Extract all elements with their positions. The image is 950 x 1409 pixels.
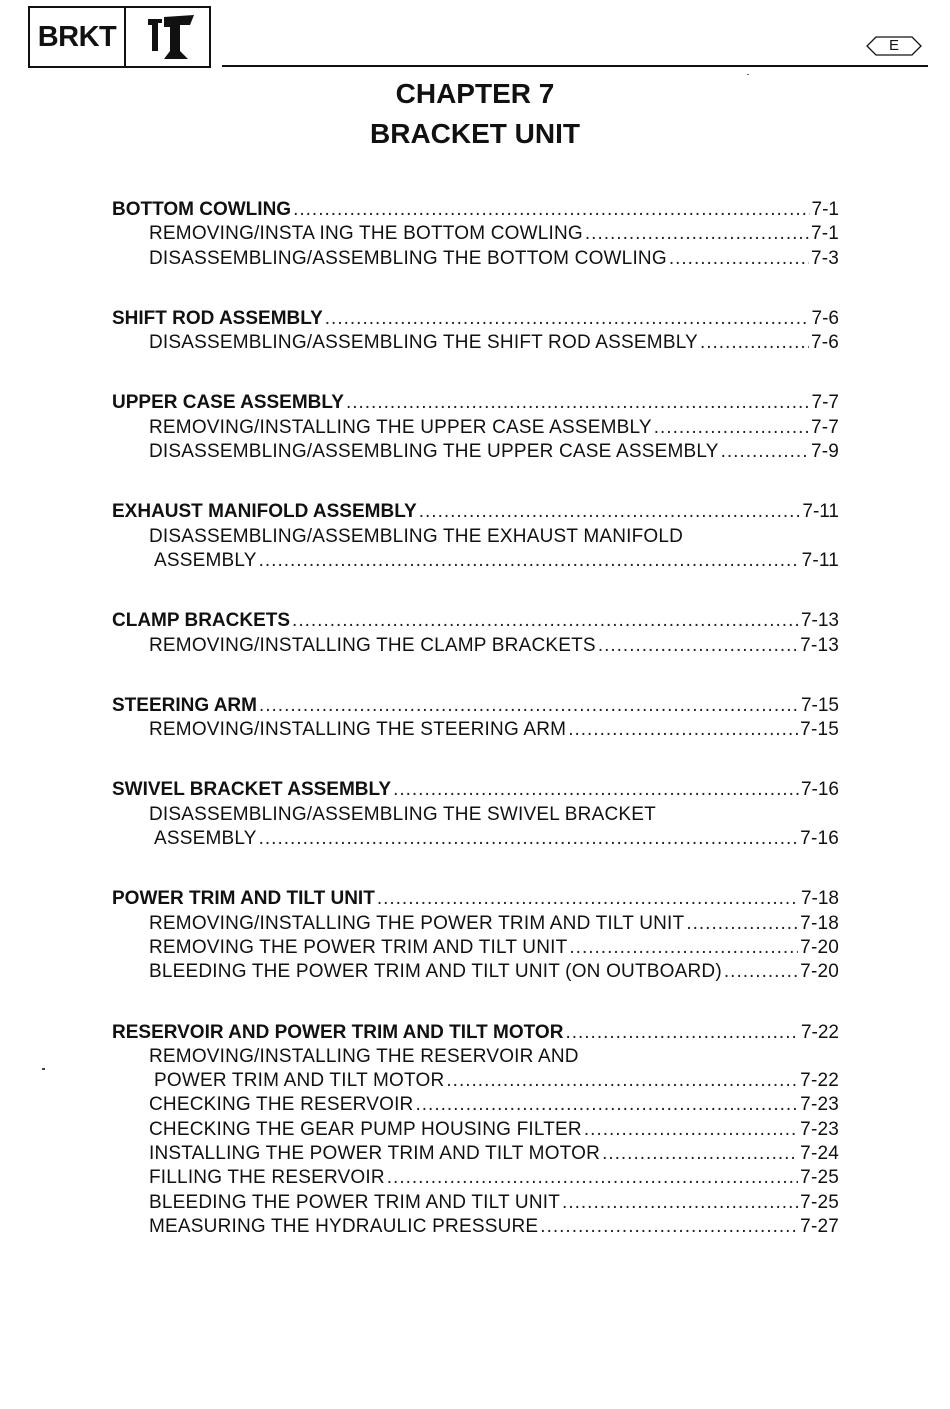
toc-entry-page: 7-7 (811, 392, 839, 414)
toc-subentry[interactable] (112, 936, 839, 960)
toc-subentry-title: DISASSEMBLING/ASSEMBLING THE EXHAUST MANIFOLD (149, 525, 684, 547)
dot-leader (446, 1069, 798, 1093)
dot-leader (565, 1021, 799, 1045)
dot-leader (259, 549, 800, 573)
scan-speck (42, 1068, 45, 1070)
toc-subentry-page: 7-18 (800, 912, 839, 934)
toc-subentry[interactable] (112, 440, 839, 464)
toc-subentry[interactable] (112, 912, 839, 936)
dot-leader (540, 1215, 798, 1239)
toc-subentry-page: 7-3 (810, 247, 839, 269)
toc-entry-page: 7-15 (800, 694, 839, 716)
toc-subentry[interactable] (112, 1045, 839, 1069)
toc-subentry[interactable] (112, 1215, 839, 1239)
toc-entry-title: SWIVEL BRACKET ASSEMBLY (112, 779, 392, 801)
dot-leader (585, 222, 809, 246)
toc-subentry-page: 7-25 (800, 1167, 839, 1189)
dot-leader (415, 1093, 798, 1117)
dot-leader (584, 1118, 798, 1142)
dot-leader (654, 416, 809, 440)
dot-leader (700, 331, 809, 355)
dot-leader (259, 827, 799, 851)
toc-subentry[interactable] (112, 1118, 839, 1142)
toc-subentry-page: 7-1 (810, 223, 839, 245)
dot-leader (419, 500, 801, 524)
toc-subentry-page: 7-24 (800, 1143, 839, 1165)
toc-entry-title: POWER TRIM AND TILT UNIT (112, 888, 375, 910)
table-of-contents (112, 198, 839, 1275)
toc-subentry-title: REMOVING/INSTALLING THE UPPER CASE ASSEMBLY (149, 416, 652, 438)
toc-subentry[interactable] (112, 634, 839, 658)
toc-subentry-title: DISASSEMBLING/ASSEMBLING THE UPPER CASE ASSEMBLY (149, 441, 719, 463)
toc-entry-title: BOTTOM COWLING (112, 199, 292, 220)
toc-section (112, 778, 839, 851)
toc-section (112, 391, 839, 464)
toc-entry-title: STEERING ARM (112, 694, 257, 716)
language-badge-label: E (888, 37, 899, 54)
toc-subentry-continuation[interactable] (112, 827, 839, 851)
toc-subentry-title: BLEEDING THE POWER TRIM AND TILT UNIT (ON OUTBOARD) (149, 961, 722, 983)
toc-subentry-page: 7-15 (800, 719, 839, 741)
dot-leader (393, 778, 799, 802)
toc-subentry-continuation[interactable] (112, 549, 839, 573)
toc-subentry-page: 7-20 (800, 936, 839, 958)
toc-entry[interactable] (112, 391, 839, 415)
dot-leader (387, 1166, 798, 1190)
toc-subentry[interactable] (112, 331, 839, 355)
toc-entry-page: 7-18 (800, 888, 839, 910)
chapter-number: CHAPTER 7 (395, 78, 555, 109)
toc-subentry-title: CHECKING THE GEAR PUMP HOUSING FILTER (149, 1118, 582, 1140)
dot-leader (562, 1191, 798, 1215)
dot-leader (292, 609, 799, 633)
dot-leader (598, 634, 798, 658)
toc-subentry-page: 7-9 (810, 441, 839, 463)
toc-subentry-title-continuation: ASSEMBLY (154, 828, 257, 850)
toc-subentry-title-continuation: ASSEMBLY (154, 549, 257, 571)
toc-subentry-page: 7-16 (800, 828, 839, 850)
chapter-tab-label: BRKT (30, 8, 126, 66)
dot-leader (669, 247, 809, 271)
toc-subentry-title: MEASURING THE HYDRAULIC PRESSURE (149, 1215, 539, 1237)
toc-subentry-title: REMOVING/INSTA ING THE BOTTOM COWLING (149, 223, 583, 245)
toc-entry[interactable] (112, 500, 839, 524)
toc-subentry[interactable] (112, 1142, 839, 1166)
toc-subentry-page: 7-25 (800, 1191, 839, 1213)
toc-entry[interactable] (112, 694, 839, 718)
toc-subentry-title-continuation: POWER TRIM AND TILT MOTOR (154, 1070, 445, 1092)
toc-entry[interactable] (112, 1021, 839, 1045)
toc-subentry-title: BLEEDING THE POWER TRIM AND TILT UNIT (149, 1191, 561, 1213)
bracket-unit-icon (126, 8, 209, 66)
dot-leader (377, 887, 799, 911)
toc-subentry-page: 7-6 (810, 332, 839, 354)
toc-entry-page: 7-16 (800, 779, 839, 801)
toc-subentry[interactable] (112, 960, 839, 984)
toc-subentry-title: REMOVING THE POWER TRIM AND TILT UNIT (149, 936, 568, 958)
toc-entry-title: SHIFT ROD ASSEMBLY (112, 307, 323, 329)
toc-entry-title: CLAMP BRACKETS (112, 610, 291, 632)
toc-subentry[interactable] (112, 222, 839, 246)
toc-subentry-title: DISASSEMBLING/ASSEMBLING THE SWIVEL BRACKET (149, 803, 656, 825)
toc-section (112, 307, 839, 356)
toc-subentry[interactable] (112, 1166, 839, 1190)
scan-speck (747, 74, 749, 75)
toc-subentry[interactable] (112, 718, 839, 742)
toc-subentry-title: FILLING THE RESERVOIR (149, 1167, 385, 1189)
toc-entry-page: 7-6 (811, 307, 839, 329)
toc-subentry-title: REMOVING/INSTALLING THE POWER TRIM AND TILT UNIT (149, 912, 685, 934)
toc-subentry-title: DISASSEMBLING/ASSEMBLING THE SHIFT ROD ASSEMBLY (149, 332, 698, 354)
toc-subentry-page: 7-23 (800, 1118, 839, 1140)
toc-section (112, 198, 839, 271)
toc-subentry[interactable] (112, 1191, 839, 1215)
toc-subentry-title: REMOVING/INSTALLING THE CLAMP BRACKETS (149, 634, 596, 656)
toc-subentry-page: 7-11 (801, 549, 839, 571)
toc-entry[interactable] (112, 609, 839, 633)
toc-entry-title: UPPER CASE ASSEMBLY (112, 392, 344, 414)
toc-section (112, 609, 839, 658)
dot-leader (721, 440, 809, 464)
toc-section (112, 694, 839, 743)
dot-leader (602, 1142, 798, 1166)
toc-subentry[interactable] (112, 416, 839, 440)
toc-subentry-title: INSTALLING THE POWER TRIM AND TILT MOTOR (149, 1143, 601, 1165)
dot-leader (346, 391, 810, 415)
language-badge (866, 36, 922, 56)
dot-leader (568, 718, 798, 742)
toc-subentry-page: 7-13 (800, 634, 839, 656)
toc-subentry-title: CHECKING THE RESERVOIR (149, 1094, 414, 1116)
toc-entry[interactable] (112, 307, 839, 331)
toc-subentry-continuation[interactable] (112, 1069, 839, 1093)
toc-subentry[interactable] (112, 247, 839, 271)
toc-entry-title: RESERVOIR AND POWER TRIM AND TILT MOTOR (112, 1021, 564, 1043)
toc-entry[interactable] (112, 887, 839, 911)
toc-subentry[interactable] (112, 1093, 839, 1117)
toc-section (112, 500, 839, 573)
toc-subentry-title: DISASSEMBLING/ASSEMBLING THE BOTTOM COWLING (149, 247, 667, 269)
toc-entry[interactable] (112, 778, 839, 802)
toc-subentry-title: REMOVING/INSTALLING THE RESERVOIR AND (149, 1045, 579, 1067)
toc-entry-title: EXHAUST MANIFOLD ASSEMBLY (112, 501, 417, 523)
toc-entry-page: 7-1 (811, 199, 839, 220)
toc-entry-page: 7-11 (802, 501, 839, 523)
dot-leader (724, 960, 798, 984)
toc-subentry-page: 7-22 (800, 1070, 839, 1092)
dot-leader (686, 912, 798, 936)
toc-subentry-title: REMOVING/INSTALLING THE STEERING ARM (149, 719, 567, 741)
dot-leader (259, 694, 799, 718)
toc-subentry[interactable] (112, 803, 839, 827)
header-rule (222, 65, 928, 67)
dot-leader (293, 198, 809, 222)
toc-section (112, 1021, 839, 1240)
toc-subentry-page: 7-7 (810, 416, 839, 438)
toc-subentry-page: 7-27 (800, 1215, 839, 1237)
dot-leader (325, 307, 810, 331)
dot-leader (569, 936, 798, 960)
chapter-tab (28, 6, 211, 68)
toc-subentry-page: 7-20 (800, 961, 839, 983)
toc-entry-page: 7-13 (800, 610, 839, 632)
toc-subentry[interactable] (112, 525, 839, 549)
chapter-title: BRACKET UNIT (370, 118, 580, 149)
toc-subentry-page: 7-23 (800, 1094, 839, 1116)
toc-entry[interactable] (112, 198, 839, 222)
toc-entry-page: 7-22 (800, 1021, 839, 1043)
toc-section (112, 887, 839, 984)
